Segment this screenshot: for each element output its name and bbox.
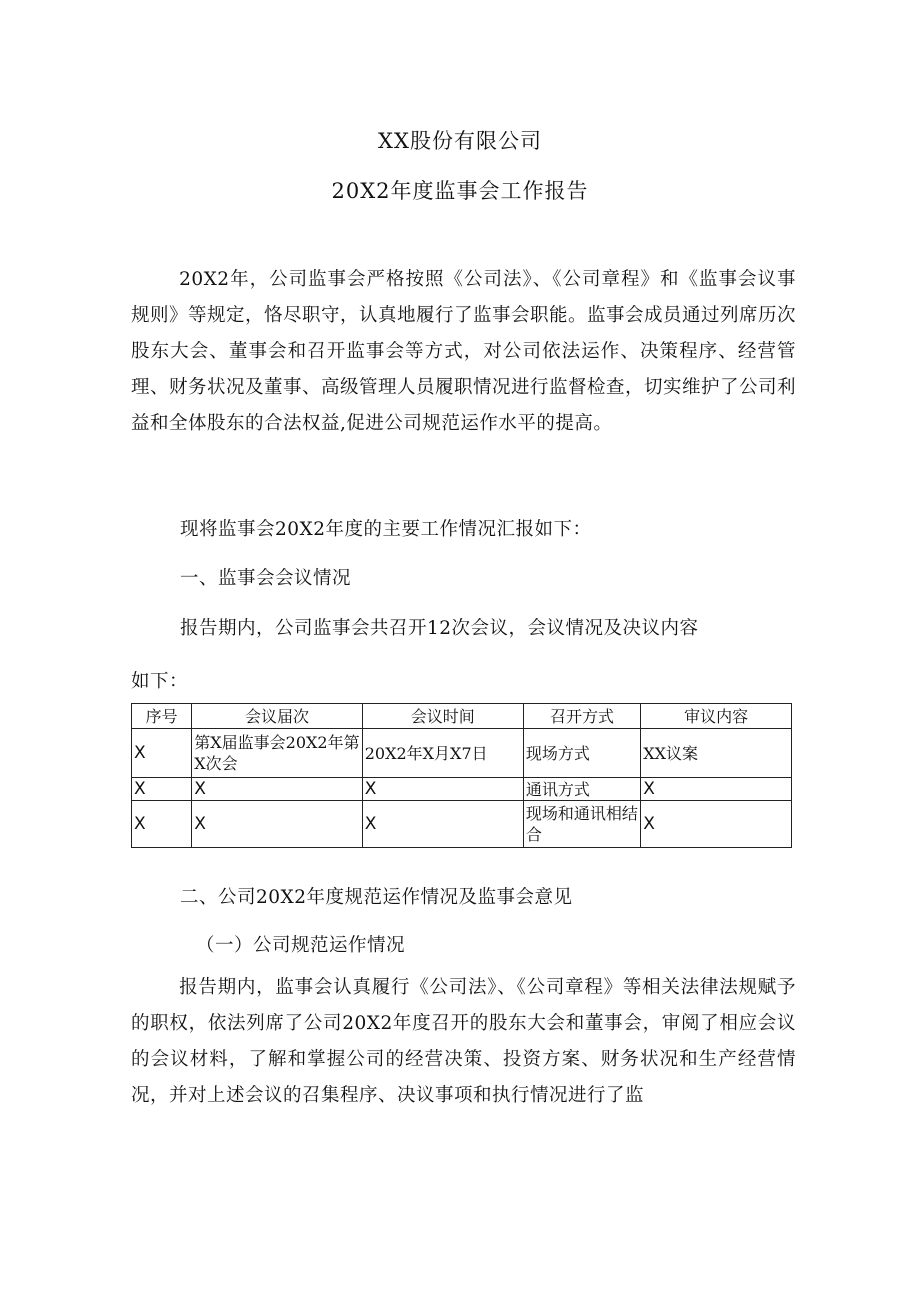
cell-time: 20X2年X月X7日 <box>362 729 523 778</box>
company-name-title: XX股份有限公司 <box>378 129 542 153</box>
report-title: 20X2年度监事会工作报告 <box>331 179 589 203</box>
summary-line: 现将监事会20X2年度的主要工作情况汇报如下： <box>180 519 592 540</box>
section2-sub1-paragraph: 报告期内，监事会认真履行《公司法》、《公司章程》等相关法律法规赋予的职权，依法列席了公司20X2年度召开的股东大会和董事会，审阅了相应会议的会议材料，了解和掌握公司的经营决策、投资方案、财务状况和生产经营情况，并对上述会议的召集程序、决议事项和执行情况进行了监 <box>131 977 796 1106</box>
cell-session: 第X届监事会20X2年第X次会 <box>192 729 362 778</box>
header-content: 审议内容 <box>641 704 792 729</box>
section1-text-line2: 如下： <box>131 671 189 692</box>
cell-no: X <box>132 729 192 778</box>
cell-content: X <box>641 801 792 848</box>
cell-content: X <box>641 778 792 801</box>
cell-method: 通讯方式 <box>523 778 640 801</box>
section2-heading: 二、公司20X2年度规范运作情况及监事会意见 <box>180 887 573 908</box>
section2-sub1-heading: （一）公司规范运作情况 <box>196 935 406 956</box>
cell-no: X <box>132 801 192 848</box>
header-method: 召开方式 <box>523 704 640 729</box>
section1-text-line1: 报告期内，公司监事会共召开12次会议，会议情况及决议内容 <box>180 618 699 639</box>
table-row <box>132 801 792 848</box>
intro-paragraph: 20X2年，公司监事会严格按照《公司法》、《公司章程》和《监事会议事规则》等规定，恪尽职守，认真地履行了监事会职能。监事会成员通过列席历次股东大会、董事会和召开监事会等方式，对公司依法运作、决策程序、经营管理、财务状况及董事、高级管理人员履职情况进行监督检查，切实维护了公司利益和全体股东的合法权益,促进公司规范运作水平的提高。 <box>131 269 797 434</box>
meetings-table <box>131 703 792 848</box>
cell-content: XX议案 <box>641 729 792 778</box>
cell-time: X <box>362 778 523 801</box>
cell-time: X <box>362 801 523 848</box>
table-row <box>132 729 792 778</box>
table-header-row <box>132 704 792 729</box>
cell-method: 现场和通讯相结合 <box>523 801 640 848</box>
cell-no: X <box>132 778 192 801</box>
header-no: 序号 <box>132 704 192 729</box>
cell-session: X <box>192 778 362 801</box>
header-time: 会议时间 <box>362 704 523 729</box>
table-row <box>132 778 792 801</box>
cell-session: X <box>192 801 362 848</box>
section1-heading: 一、监事会会议情况 <box>180 568 352 589</box>
header-session: 会议届次 <box>192 704 362 729</box>
cell-method: 现场方式 <box>523 729 640 778</box>
